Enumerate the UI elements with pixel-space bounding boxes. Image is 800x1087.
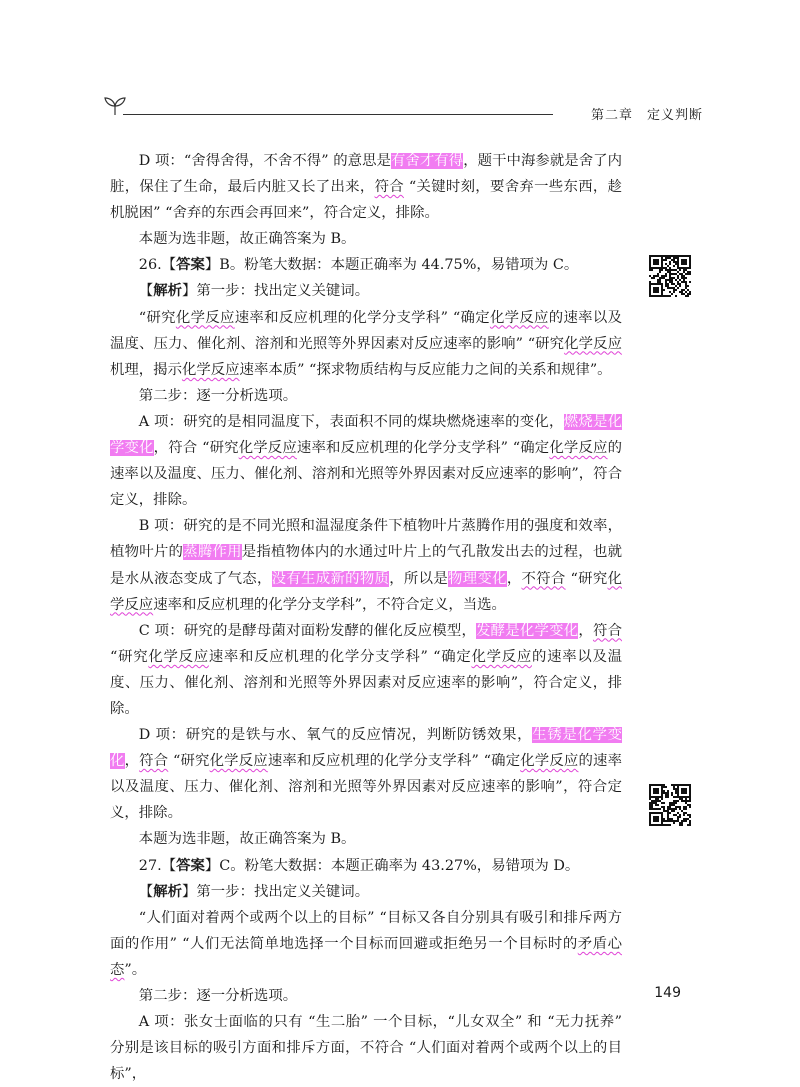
text-run: “研究 [565,570,608,587]
text-run: 第二步：逐一分析选项。 [138,988,298,1004]
text-run: A 项：张女士面临的只有 “生二胎” 一个目标，“儿女双全” 和 “无力抚养” 分别是该目标的吸引方面和排斥方面，不符合 “人们面对着两个或两个以上的目标”， [110,1014,622,1083]
wavy-underlined-text: 化学反应 [238,440,297,457]
text-run: ， [506,570,522,587]
paragraph [110,853,622,879]
highlighted-text: 生锈是化学变化 [110,727,622,770]
text-run: 的速率以及温度、压力、催化剂、溶剂和光照等外界因素对反应速率的影响”，符合定义，排除。 [110,753,622,822]
wavy-underlined-text: 不符合 [521,570,566,587]
text-run: ，题干中海参就是舍了内脏，保住了生命，最后内脏又长了出来， [110,153,622,196]
text-run: ，所以是 [389,570,449,587]
highlighted-text: 有舍才有得 [390,153,464,169]
text-run: 】第一步：找出定义关键词。 [182,283,370,300]
paragraph [110,722,622,826]
header-rule [123,114,553,115]
wavy-underlined-text: 化学反应 [148,648,209,665]
text-run: A 项：研究的是相同温度下，表面积不同的煤块燃烧速率的变化， [138,413,564,430]
text-run: 【 [138,883,154,900]
page-number: 149 [654,985,681,1001]
text-run: 】B。粉笔大数据：本题正确率为 44.75%，易错项为 C。 [204,257,579,274]
highlighted-text: 蒸腾作用 [183,544,242,561]
paragraph [110,409,622,513]
answer-explanation-body [110,148,622,1087]
text-run: 第二步：逐一分析选项。 [138,387,298,404]
wavy-underlined-text: 化学反应 [471,648,532,665]
text-run: 速率和反应机理的化学分支学科” “确定 [208,648,472,665]
highlighted-text: 燃烧是化学变化 [110,413,622,457]
wavy-underlined-text: 化学反应 [181,361,240,378]
text-run: 机理，揭示 [110,361,182,378]
wavy-underlined-text: 化学反应 [489,309,549,326]
paragraph [110,383,622,409]
paragraph [110,1009,622,1087]
text-run: 26.【 [138,257,177,274]
text-run: C 项：研究的是酵母菌对面粉发酵的催化反应模型， [138,622,477,639]
sprout-icon [103,96,127,116]
text-run: 】C。粉笔大数据：本题正确率为 43.27%，易错项为 D。 [204,857,580,874]
page-header [103,100,703,128]
text-run: “研究 [110,648,149,665]
text-run: “研究 [168,753,210,770]
bold-label: 答案 [176,256,205,274]
paragraph [110,618,622,722]
paragraph [110,905,622,983]
paragraph [110,826,622,852]
text-run: ”。 [124,961,147,978]
text-run: 速率和反应机理的化学分支学科” “确定 [234,309,490,326]
text-run: 速率和反应机理的化学分支学科” “确定 [267,753,521,770]
text-run: 本题为选非题，故正确答案为 B。 [138,831,356,848]
paragraph [110,305,622,383]
text-run: D 项：研究的是铁与水、氧气的反应情况，判断防锈效果， [138,727,533,744]
text-run: 速率和反应机理的化学分支学科” “确定 [296,440,550,457]
text-run: ，符合 “研究 [153,440,239,457]
text-run: 的速率以及温度、压力、催化剂、溶剂和光照等外界因素对反应速率的影响”，符合定义，排除。 [110,440,622,509]
qr-code-q26[interactable] [648,254,692,298]
text-run: D 项：“舍得舍得，不舍不得” 的意思是 [138,153,391,169]
text-run: 速率本质” “探求物质结构与反应能力之间的关系和规律”。 [239,361,612,378]
qr-code-q27[interactable] [648,783,692,827]
paragraph [110,226,622,252]
text-run: 27.【 [138,857,177,874]
highlighted-text: 没有生成新的物质 [271,570,390,587]
text-run: 的速率以及温度、压力、催化剂、溶剂和光照等外界因素对反应速率的影响”，符合定义，排除。 [110,648,622,717]
text-run: 】第一步：找出定义关键词。 [182,883,370,900]
chapter-title: 第二章 定义判断 [590,108,703,123]
wavy-underlined-text: 化学反应 [520,753,579,770]
wavy-underlined-text: 化学反应 [549,440,608,457]
text-run: ， [578,622,593,639]
bold-label: 答案 [176,856,205,874]
wavy-underlined-text: 化学反应 [564,335,622,352]
text-run: B 项：研究的是不同光照和温湿度条件下植物叶片蒸腾作用的强度和效率，植物叶片的 [110,518,622,561]
paragraph [110,983,622,1009]
wavy-underlined-text: 符合 [139,753,169,770]
paragraph [110,879,622,905]
highlighted-text: 物理变化 [448,570,507,587]
bold-label: 解析 [153,282,182,300]
wavy-underlined-text: 化学反应 [110,570,622,613]
paragraph [110,513,622,617]
text-run: 是指植物体内的水通过叶片上的气孔散发出去的过程，也就是水从液态变成了气态， [110,544,622,587]
paragraph [110,148,622,226]
text-run: “人们面对着两个或两个以上的目标” “目标又各自分别具有吸引和排斥两方面的作用” “人们无法简单地选择一个目标而回避或拒绝另一个目标时的 [110,909,622,952]
wavy-underlined-text: 化学反应 [175,309,235,326]
text-run: 速率和反应机理的化学分支学科”，不符合定义，当选。 [153,596,506,613]
text-run: ， [124,753,140,770]
text-run: 的速率以及温度、压力、催化剂、溶剂和光照等外界因素对反应速率的影响” “研究 [110,309,622,352]
paragraph [110,278,622,304]
highlighted-text: 发酵是化学变化 [476,622,579,639]
wavy-underlined-text: 矛盾心态 [110,935,622,978]
text-run: 【 [138,283,154,300]
text-run: “研究 [138,309,176,326]
bold-label: 解析 [153,882,182,900]
wavy-underlined-text: 符合 [592,622,622,639]
wavy-underlined-text: 符合 [374,179,404,196]
wavy-underlined-text: 化学反应 [209,753,268,770]
text-run: 本题为选非题，故正确答案为 B。 [138,231,356,248]
text-run: “关键时刻，要舍弃一些东西，趁机脱困” “舍弃的东西会再回来”，符合定义，排除。 [110,179,622,222]
paragraph [110,252,622,278]
